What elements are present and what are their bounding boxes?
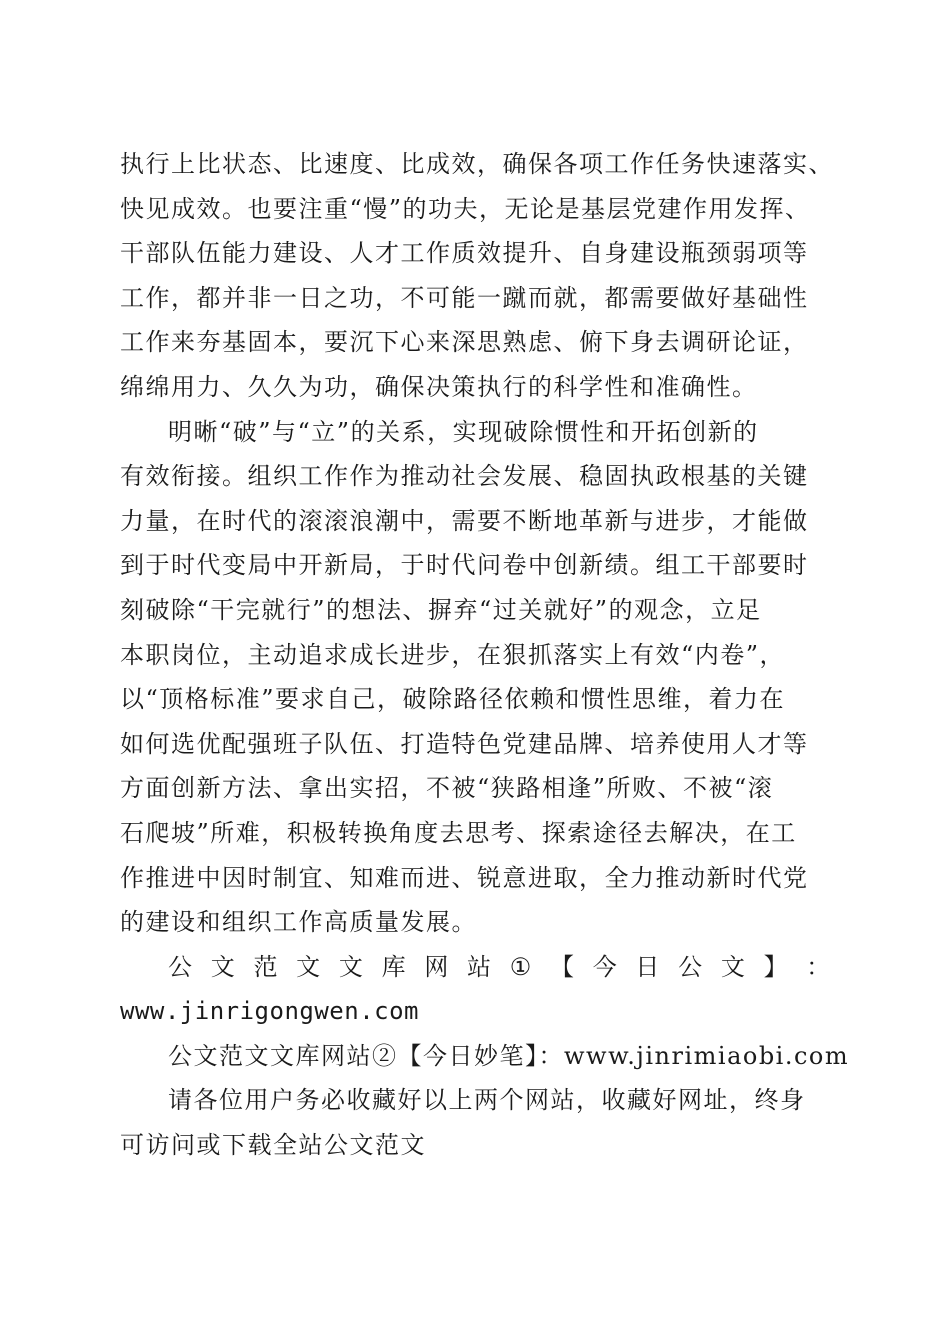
site-1-paragraph: [120, 945, 832, 1034]
site-1-char: ：: [806, 952, 832, 981]
paragraph-line: 以“顶格标准”要求自己，破除路径依赖和惯性思维，着力在: [120, 685, 786, 714]
site-1-char: 文: [210, 952, 237, 981]
paragraph-line: 有效衔接。组织工作作为推动社会发展、稳固执政根基的关键: [120, 462, 809, 491]
paragraph-line: 本职岗位，主动追求成长进步，在狠抓落实上有效“内卷”，: [120, 640, 786, 669]
site-1-char: 公: [168, 952, 194, 981]
paragraph-line: 工作，都并非一日之功，不可能一蹴而就，都需要做好基础性: [120, 283, 809, 312]
paragraph-line: 方面创新方法、拿出实招，不被“狭路相逢”所败、不被“滚: [120, 774, 774, 803]
paragraph-line: 作推进中因时制宜、知难而进、锐意进取，全力推动新时代党: [120, 863, 809, 892]
paragraph-line: 石爬坡”所难，积极转换角度去思考、探索途径去解决，在工: [120, 818, 797, 847]
paragraph-line: 执行上比状态、比速度、比成效，确保各项工作任务快速落实、: [120, 150, 834, 178]
site-1-char: 库: [381, 952, 408, 981]
site-1-char: 文: [296, 952, 322, 981]
site-1-char: 公: [678, 952, 704, 981]
paragraph-line: 明晰“破”与“立”的关系，实现破除惯性和开拓创新的: [168, 417, 759, 446]
paragraph-line: 绵绵用力、久久为功，确保决策执行的科学性和准确性。: [120, 372, 758, 401]
notice-paragraph: [120, 1078, 832, 1167]
paragraph-2: [120, 410, 832, 945]
paragraph-line: 如何选优配强班子队伍、打造特色党建品牌、培养使用人才等: [120, 729, 809, 758]
site-1-char: 网: [424, 952, 450, 981]
notice-line: 可访问或下载全站公文范文: [120, 1131, 426, 1160]
site-1-char: 文: [338, 952, 365, 981]
site-1-char: ①: [509, 952, 533, 981]
site-1-char: 范: [253, 952, 279, 981]
site-1-char: 文: [720, 952, 747, 981]
paragraph-1: [120, 142, 832, 410]
site-1-char: 【: [549, 952, 576, 981]
paragraph-line: 的建设和组织工作高质量发展。: [120, 908, 477, 937]
site-1-char: 站: [467, 952, 493, 981]
paragraph-line: 力量，在时代的滚滚浪潮中，需要不断地革新与进步，才能做: [120, 506, 809, 535]
paragraph-line: 工作来夯基固本，要沉下心来深思熟虑、俯下身去调研论证，: [120, 328, 809, 357]
site-1-char: 今: [592, 952, 619, 981]
paragraph-line: 刻破除“干完就行”的想法、摒弃“过关就好”的观念，立足: [120, 595, 762, 624]
notice-line: 请各位用户务必收藏好以上两个网站，收藏好网址，终身: [168, 1086, 806, 1115]
site-1-char: 】: [763, 952, 790, 981]
site-1-title: [120, 945, 832, 990]
paragraph-line: 到于时代变局中开新局，于时代问卷中创新绩。组工干部要时: [120, 551, 809, 580]
site-1-char: 日: [635, 952, 661, 981]
paragraph-line: 干部队伍能力建设、人才工作质效提升、自身建设瓶颈弱项等: [120, 239, 809, 268]
site-2-line: 公文范文文库网站②【今日妙笔】：www.jinrimiaobi.com: [168, 1041, 850, 1070]
paragraph-line: 快见成效。也要注重“慢”的功夫，无论是基层党建作用发挥、: [120, 194, 811, 223]
document-body: [120, 142, 850, 1168]
site-1-url: www.jinrigongwen.com: [120, 997, 419, 1026]
